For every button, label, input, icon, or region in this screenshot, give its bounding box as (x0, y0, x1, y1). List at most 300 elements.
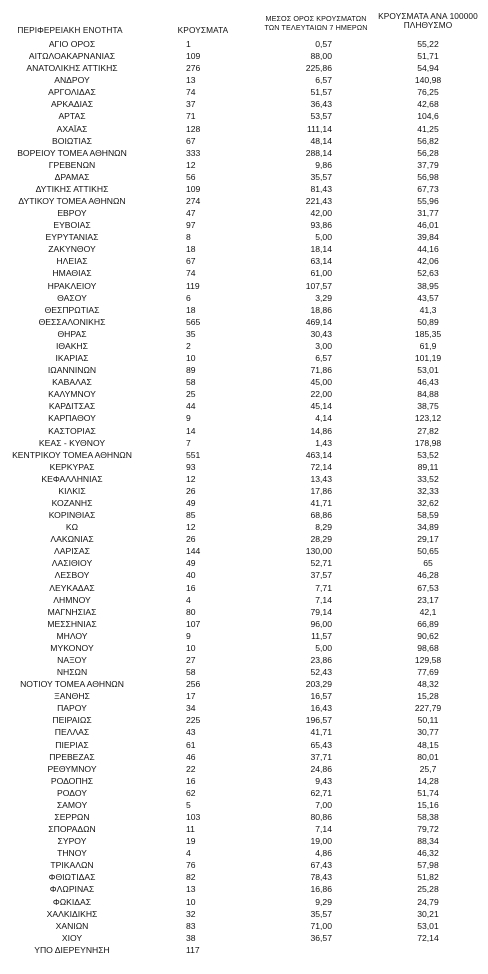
cases-per-100000: 58,59 (417, 510, 439, 521)
seven-day-average: 4,86 (315, 848, 332, 859)
table-row (0, 666, 488, 678)
seven-day-average: 41,71 (310, 727, 332, 738)
seven-day-average: 107,57 (305, 280, 332, 291)
region-name: ΕΥΒΟΙΑΣ (53, 220, 91, 231)
region-name: ΠΑΡΟΥ (57, 703, 87, 714)
region-name: ΦΛΩΡΙΝΑΣ (49, 884, 95, 895)
region-name: ΚΙΛΚΙΣ (58, 485, 86, 496)
cases-per-100000: 41,25 (417, 123, 439, 134)
region-name: ΛΕΣΒΟΥ (54, 570, 90, 581)
case-count: 58 (186, 377, 196, 388)
cases-per-100000: 79,72 (417, 824, 439, 835)
case-count: 8 (186, 232, 191, 243)
seven-day-average: 72,14 (310, 461, 332, 472)
case-count: 56 (186, 171, 196, 182)
region-name: ΚΕΑΣ - ΚΥΘΝΟΥ (38, 437, 106, 448)
table-row (0, 509, 488, 521)
case-count: 74 (186, 87, 196, 98)
table-row (0, 739, 488, 751)
table-row (0, 920, 488, 932)
region-name: ΚΑΡΔΙΤΣΑΣ (48, 401, 96, 412)
region-name: ΛΕΥΚΑΔΑΣ (49, 582, 95, 593)
case-count: 49 (186, 558, 196, 569)
cases-per-100000: 178,98 (414, 437, 442, 448)
region-name: ΚΟΡΙΝΘΙΑΣ (48, 510, 96, 521)
region-name: ΚΑΣΤΟΡΙΑΣ (48, 425, 96, 436)
seven-day-average: 81,43 (310, 183, 332, 194)
region-name: ΚΕΡΚΥΡΑΣ (49, 461, 95, 472)
cases-per-100000: 77,69 (417, 667, 439, 678)
case-count: 144 (186, 546, 201, 557)
cases-per-100000: 42,06 (417, 256, 439, 267)
region-name: ΒΟΡΕΙΟΥ ΤΟΜΕΑ ΑΘΗΝΩΝ (17, 147, 127, 158)
seven-day-average: 6,57 (315, 75, 332, 86)
table-row (0, 461, 488, 473)
region-name: ΠΙΕΡΙΑΣ (55, 739, 89, 750)
region-name: ΡΕΘΥΜΝΟΥ (47, 763, 97, 774)
region-name: ΠΡΕΒΕΖΑΣ (49, 751, 95, 762)
header-avg-line2: ΤΩΝ ΤΕΛΕΥΤΑΙΩΝ 7 ΗΜΕΡΩΝ (264, 23, 368, 32)
case-count: 67 (186, 135, 196, 146)
seven-day-average: 1,43 (315, 437, 332, 448)
case-count: 14 (186, 425, 196, 436)
seven-day-average: 111,14 (306, 123, 332, 134)
table-row (0, 883, 488, 895)
region-name: ΘΑΣΟΥ (57, 292, 87, 303)
cases-per-100000: 32,62 (417, 497, 439, 508)
table-row (0, 38, 488, 50)
region-name: ΙΘΑΚΗΣ (56, 340, 88, 351)
case-count: 18 (186, 244, 196, 255)
seven-day-average: 68,86 (310, 510, 332, 521)
case-count: 276 (186, 63, 201, 74)
region-name: ΦΘΙΩΤΙΔΑΣ (48, 872, 96, 883)
case-count: 76 (186, 860, 196, 871)
seven-day-average: 8,29 (315, 522, 332, 533)
case-count: 61 (186, 739, 196, 750)
table-row (0, 183, 488, 195)
cases-per-100000: 58,38 (417, 812, 439, 822)
cases-per-100000: 43,57 (417, 292, 439, 303)
region-name: ΝΑΞΟΥ (57, 654, 87, 665)
case-count: 17 (186, 691, 196, 702)
header-per-line2: ΠΛΗΘΥΣΜΟ (403, 20, 453, 30)
case-count: 16 (186, 775, 196, 786)
cases-per-100000: 76,25 (417, 87, 439, 98)
case-count: 89 (186, 365, 196, 376)
seven-day-average: 130,00 (305, 546, 332, 557)
seven-day-average: 11,57 (311, 630, 332, 641)
table-row (0, 147, 488, 159)
table-row (0, 582, 488, 594)
region-name: ΙΩΑΝΝΙΝΩΝ (47, 365, 97, 376)
case-count: 109 (186, 51, 201, 62)
cases-per-100000: 66,89 (417, 618, 439, 629)
cases-per-100000: 34,89 (417, 522, 439, 533)
table-row (0, 364, 488, 376)
region-name: ΞΑΝΘΗΣ (54, 691, 90, 702)
region-name: ΤΡΙΚΑΛΩΝ (50, 860, 94, 871)
seven-day-average: 71,86 (310, 365, 332, 376)
cases-per-100000: 33,52 (417, 473, 439, 484)
cases-per-100000: 53,01 (417, 920, 439, 931)
cases-per-100000: 65 (423, 558, 433, 569)
seven-day-average: 288,14 (305, 147, 332, 158)
cases-per-100000: 48,32 (417, 679, 439, 690)
case-count: 12 (186, 473, 196, 484)
table-row (0, 545, 488, 557)
region-name: ΔΡΑΜΑΣ (54, 171, 90, 182)
cases-per-100000: 15,28 (417, 691, 439, 702)
case-count: 11 (186, 824, 195, 835)
case-count: 9 (186, 413, 191, 424)
cases-per-100000: 98,68 (417, 642, 439, 653)
case-count: 18 (186, 304, 196, 315)
cases-per-100000: 56,98 (417, 171, 439, 182)
table-row (0, 714, 488, 726)
seven-day-average: 93,86 (310, 220, 332, 231)
table-row (0, 425, 488, 437)
region-name: ΛΗΜΝΟΥ (53, 594, 91, 605)
cases-per-100000: 129,58 (414, 654, 442, 665)
cases-per-100000: 51,74 (417, 787, 439, 798)
cases-per-100000: 140,98 (414, 75, 442, 86)
case-count: 32 (186, 908, 196, 919)
table-row (0, 62, 488, 74)
cases-per-100000: 37,79 (417, 159, 439, 170)
seven-day-average: 13,43 (310, 473, 332, 484)
case-count: 109 (186, 183, 201, 194)
table-row (0, 207, 488, 219)
cases-per-100000: 227,79 (414, 703, 442, 714)
case-count: 46 (186, 751, 196, 762)
cases-per-100000: 41,3 (419, 304, 437, 315)
table-row (0, 654, 488, 666)
cases-per-100000: 51,71 (417, 51, 439, 62)
case-count: 44 (186, 401, 196, 412)
cases-per-100000: 90,62 (417, 630, 439, 641)
cases-per-100000: 50,11 (417, 715, 439, 726)
case-count: 27 (186, 654, 196, 665)
table-row (0, 521, 488, 533)
header-region: ΠΕΡΙΦΕΡΕΙΑΚΗ ΕΝΟΤΗΤΑ (17, 25, 123, 35)
cases-per-100000: 44,16 (417, 244, 439, 255)
table-row (0, 871, 488, 883)
table-row (0, 74, 488, 86)
case-count: 4 (186, 594, 191, 605)
seven-day-average: 7,14 (315, 824, 332, 835)
table-row (0, 400, 488, 412)
table-row (0, 352, 488, 364)
region-name: ΜΑΓΝΗΣΙΑΣ (47, 606, 97, 617)
region-name: ΓΡΕΒΕΝΩΝ (48, 159, 96, 170)
cases-per-100000: 25,7 (419, 763, 437, 774)
region-name: ΛΑΚΩΝΙΑΣ (50, 534, 94, 545)
case-count: 62 (186, 787, 196, 798)
seven-day-average: 30,43 (310, 328, 332, 339)
seven-day-average: 35,57 (310, 171, 332, 182)
table-row (0, 485, 488, 497)
case-count: 6 (186, 292, 191, 303)
header-per-line1: ΚΡΟΥΣΜΑΤΑ ΑΝΑ 100000 (378, 11, 478, 21)
cases-per-100000: 50,89 (417, 316, 439, 327)
table-row (0, 497, 488, 509)
cases-per-100000: 53,01 (417, 365, 439, 376)
region-name: ΜΕΣΣΗΝΙΑΣ (47, 618, 97, 629)
table-row (0, 219, 488, 231)
table-row (0, 388, 488, 400)
region-name: ΑΝΔΡΟΥ (54, 75, 90, 86)
cases-per-100000: 89,11 (417, 461, 439, 472)
region-name: ΑΝΑΤΟΛΙΚΗΣ ΑΤΤΙΚΗΣ (26, 63, 118, 74)
seven-day-average: 96,00 (310, 618, 332, 629)
cases-per-100000: 14,28 (417, 775, 439, 786)
seven-day-average: 9,86 (315, 159, 332, 170)
table-row (0, 135, 488, 147)
seven-day-average: 203,29 (305, 679, 332, 690)
table-body (0, 38, 488, 956)
case-count: 85 (186, 510, 196, 521)
cases-per-100000: 54,94 (417, 63, 439, 74)
seven-day-average: 4,14 (315, 413, 332, 424)
cases-per-100000: 46,01 (417, 220, 439, 231)
seven-day-average: 37,57 (310, 570, 332, 581)
table-row (0, 412, 488, 424)
seven-day-average: 3,29 (315, 292, 332, 303)
header-cases: ΚΡΟΥΣΜΑΤΑ (177, 25, 229, 35)
table-row (0, 316, 488, 328)
seven-day-average: 225,86 (305, 63, 332, 74)
cases-per-100000: 29,17 (417, 534, 439, 545)
seven-day-average: 3,00 (315, 340, 332, 351)
seven-day-average: 16,43 (310, 703, 332, 714)
seven-day-average: 41,71 (310, 497, 332, 508)
region-name: ΑΡΓΟΛΙΔΑΣ (48, 87, 96, 98)
table-row (0, 944, 488, 956)
seven-day-average: 51,57 (310, 87, 332, 98)
table-row (0, 859, 488, 871)
region-name: ΣΥΡΟΥ (57, 836, 87, 847)
region-name: ΚΑΡΠΑΘΟΥ (48, 413, 96, 424)
cases-per-100000: 88,34 (417, 836, 439, 847)
seven-day-average: 469,14 (305, 316, 332, 327)
case-count: 4 (186, 848, 191, 859)
table-row (0, 98, 488, 110)
region-name: ΑΓΙΟ ΟΡΟΣ (48, 39, 96, 49)
case-count: 16 (186, 582, 196, 593)
seven-day-average: 16,86 (310, 884, 332, 895)
table-row (0, 606, 488, 618)
table-row (0, 775, 488, 787)
seven-day-average: 62,71 (310, 787, 332, 798)
case-count: 19 (186, 836, 196, 847)
case-count: 119 (186, 280, 200, 291)
cases-per-100000: 55,96 (417, 196, 439, 207)
cases-per-100000: 55,22 (417, 39, 439, 49)
seven-day-average: 16,57 (310, 691, 332, 702)
region-name: ΚΟΖΑΝΗΣ (51, 497, 93, 508)
region-name: ΘΕΣΠΡΩΤΙΑΣ (44, 304, 100, 315)
cases-per-100000: 31,77 (417, 208, 439, 219)
table-header (0, 12, 488, 38)
region-name: ΧΑΝΙΩΝ (55, 920, 89, 931)
seven-day-average: 9,29 (315, 896, 332, 907)
cases-per-100000: 24,79 (417, 896, 439, 907)
table-row (0, 86, 488, 98)
cases-per-100000: 123,12 (414, 413, 442, 424)
case-count: 34 (186, 703, 196, 714)
region-name: ΜΗΛΟΥ (56, 630, 88, 641)
cases-per-100000: 25,28 (417, 884, 439, 895)
table-row (0, 123, 488, 135)
seven-day-average: 63,14 (310, 256, 332, 267)
table-row (0, 908, 488, 920)
table-row (0, 280, 488, 292)
region-name: ΑΡΚΑΔΙΑΣ (50, 99, 94, 110)
table-row (0, 835, 488, 847)
seven-day-average: 28,29 (310, 534, 332, 545)
region-name: ΣΠΟΡΑΔΩΝ (48, 824, 96, 835)
seven-day-average: 196,57 (305, 715, 332, 726)
case-count: 25 (186, 389, 196, 400)
seven-day-average: 18,86 (310, 304, 332, 315)
cases-per-100000: 46,28 (417, 570, 439, 581)
table-row (0, 642, 488, 654)
cases-per-100000: 27,82 (417, 425, 439, 436)
case-count: 58 (186, 667, 196, 678)
case-count: 117 (186, 944, 200, 955)
region-name: ΚΩ (65, 522, 79, 533)
region-name: ΛΑΣΙΘΙΟΥ (51, 558, 93, 569)
region-name: ΘΕΣΣΑΛΟΝΙΚΗΣ (38, 316, 106, 327)
table-row (0, 932, 488, 944)
seven-day-average: 53,57 (310, 111, 332, 122)
region-name: ΑΡΤΑΣ (58, 111, 86, 122)
seven-day-average: 7,14 (315, 594, 332, 605)
cases-per-100000: 104,6 (417, 111, 439, 122)
table-row (0, 630, 488, 642)
case-count: 74 (186, 268, 196, 279)
region-name: ΝΟΤΙΟΥ ΤΟΜΕΑ ΑΘΗΝΩΝ (20, 679, 124, 690)
region-name: ΝΗΣΩΝ (56, 667, 88, 678)
table-row (0, 763, 488, 775)
case-count: 37 (186, 99, 196, 110)
region-name: ΣΑΜΟΥ (56, 799, 88, 810)
region-name: ΕΒΡΟΥ (57, 208, 87, 219)
seven-day-average: 80,86 (310, 812, 332, 822)
seven-day-average: 22,00 (310, 389, 332, 400)
cases-per-100000: 23,17 (417, 594, 439, 605)
seven-day-average: 35,57 (310, 908, 332, 919)
seven-day-average: 88,00 (310, 51, 332, 62)
cases-per-100000: 84,88 (417, 389, 439, 400)
case-count: 35 (186, 328, 196, 339)
seven-day-average: 79,14 (310, 606, 332, 617)
seven-day-average: 18,14 (310, 244, 332, 255)
table-row (0, 267, 488, 279)
region-name: ΕΥΡΥΤΑΝΙΑΣ (45, 232, 99, 243)
region-name: ΚΕΝΤΡΙΚΟΥ ΤΟΜΕΑ ΑΘΗΝΩΝ (12, 449, 132, 460)
cases-per-100000: 57,98 (417, 860, 439, 871)
case-count: 2 (186, 340, 191, 351)
case-count: 13 (186, 884, 196, 895)
cases-per-100000: 72,14 (417, 932, 439, 943)
seven-day-average: 36,43 (310, 99, 332, 110)
cases-per-100000: 67,73 (417, 183, 439, 194)
seven-day-average: 42,00 (310, 208, 332, 219)
region-name: ΔΥΤΙΚΗΣ ΑΤΤΙΚΗΣ (35, 183, 109, 194)
region-name: ΚΕΦΑΛΛΗΝΙΑΣ (41, 473, 103, 484)
table-row (0, 799, 488, 811)
case-count: 82 (186, 872, 196, 883)
region-name: ΚΑΛΥΜΝΟΥ (48, 389, 96, 400)
cases-per-100000: 56,28 (417, 147, 439, 158)
table-row (0, 751, 488, 763)
seven-day-average: 52,43 (310, 667, 332, 678)
seven-day-average: 221,43 (305, 196, 332, 207)
seven-day-average: 463,14 (305, 449, 332, 460)
case-count: 13 (186, 75, 196, 86)
case-count: 83 (186, 920, 196, 931)
cases-per-100000: 50,65 (417, 546, 439, 557)
table-row (0, 340, 488, 352)
case-count: 128 (186, 123, 201, 134)
region-name: ΡΟΔΟΠΗΣ (50, 775, 94, 786)
region-name: ΑΧΑΪΑΣ (56, 123, 88, 134)
case-count: 1 (186, 39, 191, 49)
case-count: 10 (186, 642, 196, 653)
table-row (0, 557, 488, 569)
region-name: ΜΥΚΟΝΟΥ (50, 642, 94, 653)
case-count: 93 (186, 461, 196, 472)
table-row (0, 618, 488, 630)
region-name: ΦΩΚΙΔΑΣ (52, 896, 92, 907)
cases-per-100000: 42,68 (417, 99, 439, 110)
region-name: ΖΑΚΥΝΘΟΥ (48, 244, 96, 255)
seven-day-average: 61,00 (310, 268, 332, 279)
region-name: ΧΙΟΥ (61, 932, 83, 943)
region-name: ΗΜΑΘΙΑΣ (52, 268, 92, 279)
region-name: ΔΥΤΙΚΟΥ ΤΟΜΕΑ ΑΘΗΝΩΝ (18, 196, 126, 207)
seven-day-average: 7,71 (315, 582, 332, 593)
seven-day-average: 45,14 (310, 401, 332, 412)
table-row (0, 594, 488, 606)
cases-per-100000: 38,95 (417, 280, 439, 291)
cases-per-100000: 46,32 (417, 848, 439, 859)
cases-per-100000: 80,01 (417, 751, 439, 762)
table-row (0, 376, 488, 388)
table-row (0, 726, 488, 738)
seven-day-average: 67,43 (310, 860, 332, 871)
region-name: ΑΙΤΩΛΟΑΚΑΡΝΑΝΙΑΣ (28, 51, 116, 62)
table-row (0, 533, 488, 545)
case-count: 97 (186, 220, 196, 231)
seven-day-average: 45,00 (310, 377, 332, 388)
case-count: 38 (186, 932, 196, 943)
seven-day-average: 71,00 (310, 920, 332, 931)
case-count: 12 (186, 159, 196, 170)
cases-per-100000: 51,82 (417, 872, 439, 883)
table-row (0, 159, 488, 171)
cases-per-100000: 185,35 (414, 328, 442, 339)
table-row (0, 690, 488, 702)
region-name: ΘΗΡΑΣ (57, 328, 87, 339)
table-row (0, 823, 488, 835)
table-row (0, 811, 488, 823)
case-count: 565 (186, 316, 201, 327)
cases-per-100000: 30,21 (417, 908, 439, 919)
table-row (0, 255, 488, 267)
